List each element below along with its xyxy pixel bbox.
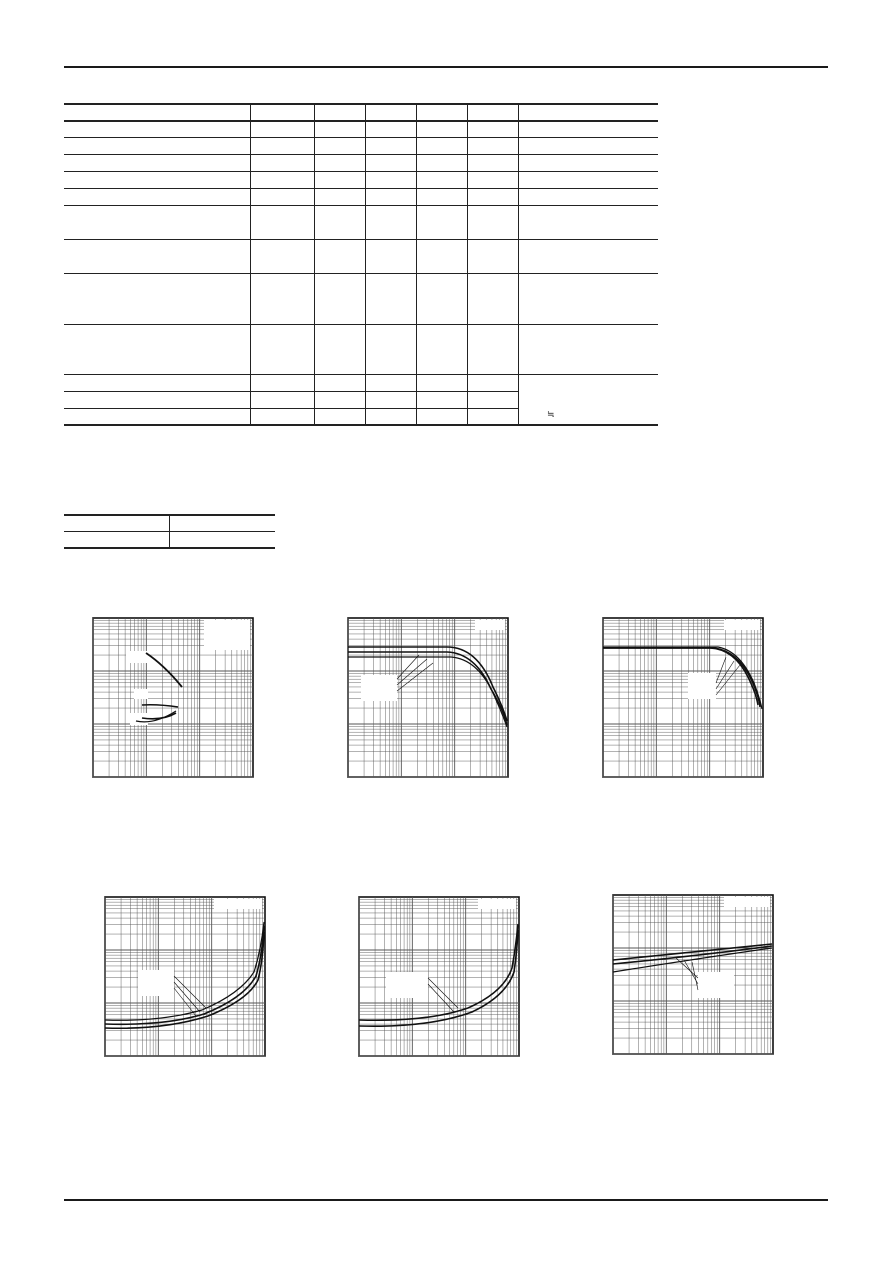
graph-2 [347, 617, 509, 778]
graph-1-plot [92, 617, 254, 778]
approx-symbol: ≒ [547, 410, 555, 420]
footer-rule [64, 1199, 828, 1201]
graph-6-plot [612, 894, 774, 1055]
graph-5-plot [358, 896, 520, 1057]
graph-3-plot [602, 617, 764, 778]
graph-5 [358, 896, 520, 1057]
small-table [0, 0, 892, 560]
graph-4 [104, 896, 266, 1057]
graph-2-plot [347, 617, 509, 778]
graph-4-plot [104, 896, 266, 1057]
graph-6 [612, 894, 774, 1055]
graph-3 [602, 617, 764, 778]
graph-1 [92, 617, 254, 778]
